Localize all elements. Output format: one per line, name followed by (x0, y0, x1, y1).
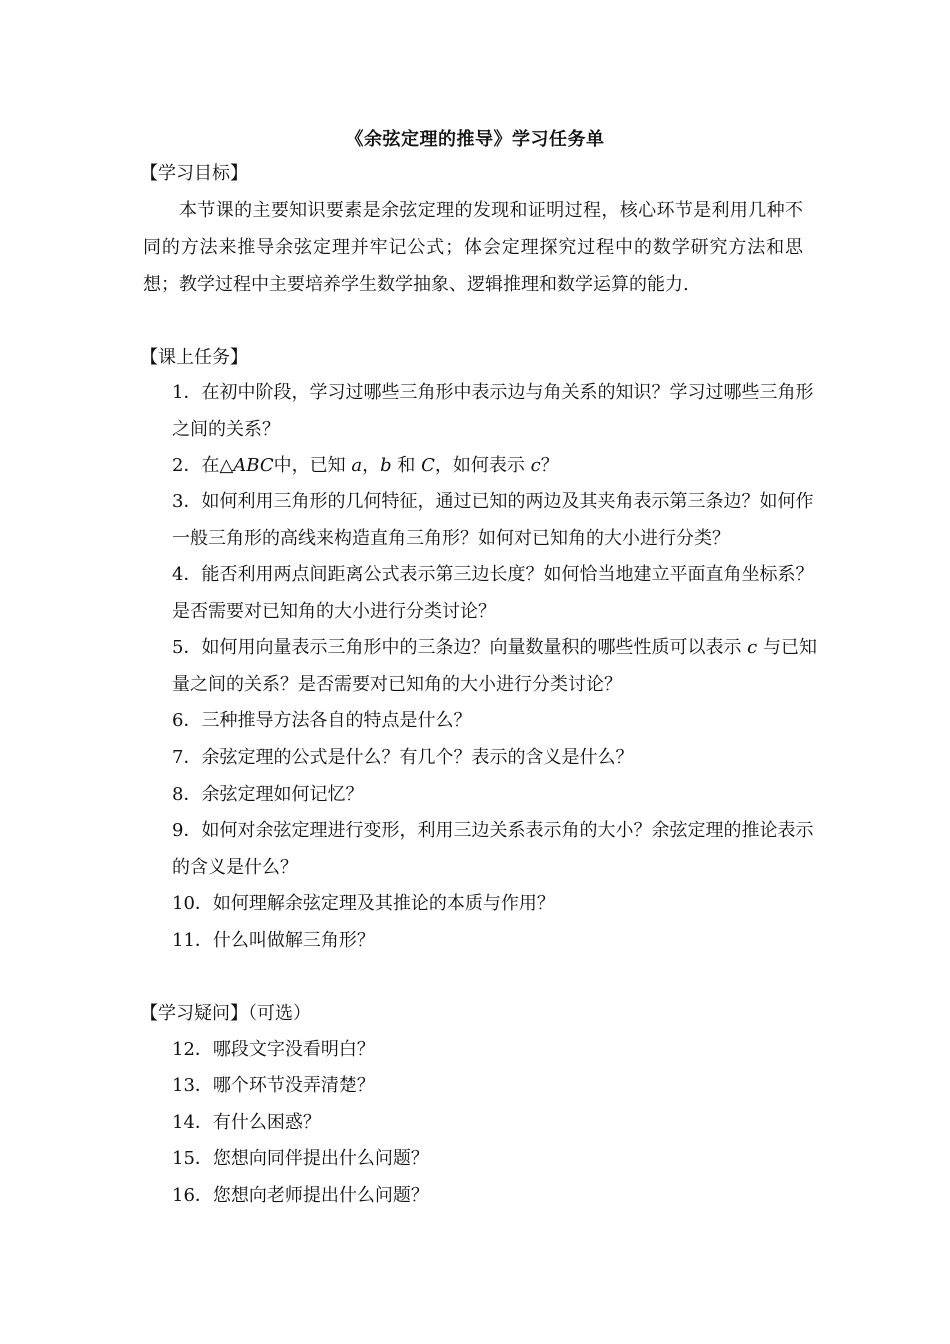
question-item-16 (172, 1177, 822, 1214)
math-var-c: c (530, 455, 541, 476)
item-text-part: 中，已知 (273, 455, 352, 476)
math-var-b: b (380, 455, 392, 476)
item-number: 9． (172, 820, 202, 841)
task-item-9 (172, 812, 822, 886)
item-text: 如何利用三角形的几何特征，通过已知的两边及其夹角表示第三条边？如何作一般三角形的高线来构造直角三角形？如何对已知角的大小进行分类？ (172, 491, 814, 549)
item-text: 什么叫做解三角形？ (212, 930, 375, 951)
heading-learning-goals: 【学习目标】 (140, 163, 248, 184)
item-text: 余弦定理如何记忆？ (201, 784, 364, 805)
task-item-11 (172, 922, 822, 959)
item-text-part: 和 (391, 455, 422, 476)
item-text: 如何理解余弦定理及其推论的本质与作用？ (212, 893, 555, 914)
document-title: 《余弦定理的推导》学习任务单 (345, 129, 605, 150)
item-number: 12． (172, 1039, 213, 1060)
question-item-13 (172, 1067, 822, 1104)
item-number: 8． (172, 784, 202, 805)
math-var-abc: ABC (233, 455, 274, 476)
item-text-part: ，如何表示 (434, 455, 531, 476)
learning-goals-paragraph: 本节课的主要知识要素是余弦定理的发现和证明过程，核心环节是利用几种不同的方法来推导余弦定理并牢记公式；体会定理探究过程中的数学研究方法和思想；教学过程中主要培养学生数学抽象、逻辑推理和数学运算的能力. (143, 200, 803, 295)
item-text: 能否利用两点间距离公式表示第三边长度？如何恰当地建立平面直角坐标系？是否需要对已知角的大小进行分类讨论？ (172, 564, 814, 622)
item-number: 10． (172, 893, 213, 914)
math-var-c: c (747, 637, 758, 658)
task-item-5 (172, 629, 822, 703)
item-text: 您想向同伴提出什么问题？ (212, 1148, 429, 1169)
task-item-3 (172, 483, 822, 557)
item-number: 3． (172, 491, 202, 512)
task-item-2 (172, 447, 822, 484)
item-number: 1． (172, 382, 202, 403)
item-text: 哪段文字没看明白？ (212, 1039, 375, 1060)
item-number: 15． (172, 1148, 213, 1169)
item-text-part: 如何用向量表示三角形中的三条边？向量数量积的哪些性质可以表示 (201, 637, 748, 658)
math-var-c-upper: C (421, 455, 435, 476)
item-text: 三种推导方法各自的特点是什么？ (201, 710, 472, 731)
item-text: 哪个环节没弄清楚？ (212, 1075, 375, 1096)
item-number: 11． (172, 930, 213, 951)
item-text: 在初中阶段，学习过哪些三角形中表示边与角关系的知识？学习过哪些三角形之间的关系？ (172, 382, 814, 440)
task-item-10 (172, 885, 822, 922)
item-number: 13． (172, 1075, 213, 1096)
task-item-1 (172, 374, 822, 448)
math-var-a: a (351, 455, 363, 476)
item-text-part: ？ (540, 455, 559, 476)
item-text: 有什么困惑？ (212, 1112, 321, 1133)
item-number: 6． (172, 710, 202, 731)
item-text-part: 在△ (201, 455, 234, 476)
task-item-6 (172, 702, 822, 739)
task-item-7 (172, 739, 822, 776)
task-item-4 (172, 556, 822, 630)
item-text: 如何对余弦定理进行变形，利用三边关系表示角的大小？余弦定理的推论表示的含义是什么？ (172, 820, 814, 878)
item-number: 2． (172, 455, 202, 476)
item-number: 14． (172, 1112, 213, 1133)
item-number: 16． (172, 1185, 213, 1206)
heading-class-tasks: 【课上任务】 (140, 347, 248, 368)
item-number: 5． (172, 637, 202, 658)
item-text-part: 与已知量之间的关系？是否需要对已知角的大小进行分类讨论？ (172, 637, 817, 695)
task-item-8 (172, 776, 822, 813)
item-text-part: ， (362, 455, 381, 476)
question-item-12 (172, 1031, 822, 1068)
question-item-15 (172, 1140, 822, 1177)
item-text: 您想向老师提出什么问题？ (212, 1185, 429, 1206)
item-text: 余弦定理的公式是什么？有几个？表示的含义是什么？ (201, 747, 634, 768)
heading-learning-questions: 【学习疑问】（可选） (140, 1003, 311, 1024)
item-number: 4． (172, 564, 202, 585)
question-item-14 (172, 1104, 822, 1141)
item-number: 7． (172, 747, 202, 768)
